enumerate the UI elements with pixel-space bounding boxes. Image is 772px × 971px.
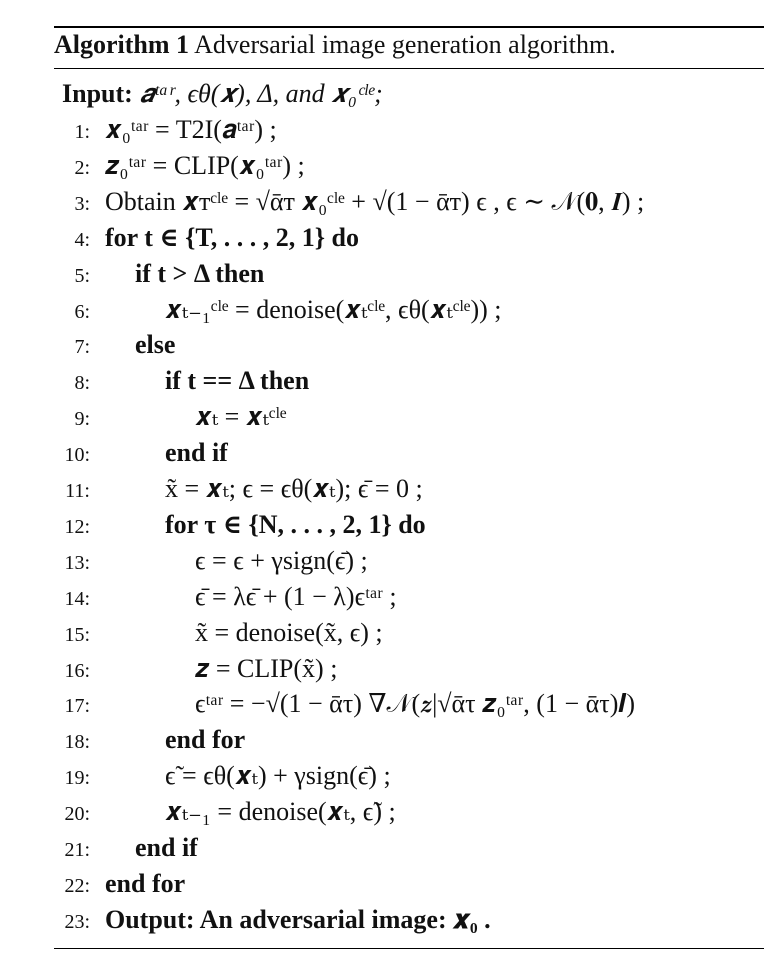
line-content: ϵ̄ = λϵ̄ + (1 − λ)ϵᵗᵃʳ ; <box>195 581 397 611</box>
line-number: 4: <box>74 228 90 251</box>
line-content: for t ∈ {T, . . . , 2, 1} do <box>105 222 359 252</box>
line-content: for τ ∈ {N, . . . , 2, 1} do <box>165 509 426 539</box>
algorithm-line <box>48 187 644 223</box>
line-content: if t == Δ then <box>165 366 310 396</box>
algorithm-line <box>48 474 423 510</box>
line-content: Output: An adversarial image: 𝒙₀ . <box>105 904 491 934</box>
algorithm-line <box>48 761 391 797</box>
line-number: 9: <box>74 408 90 431</box>
line-content: Obtain 𝒙ᴛᶜˡᵉ = √ᾱᴛ 𝒙₀ᶜˡᵉ + √(1 − ᾱᴛ) ϵ , ϵ ∼ 𝒩(𝟎, 𝑰) ; <box>105 186 645 216</box>
line-number: 21: <box>64 839 90 861</box>
line-content: x̃ = 𝒙ₜ; ϵ = ϵθ(𝒙ₜ); ϵ̄ = 0 ; <box>165 474 423 503</box>
line-number: 2: <box>74 156 90 179</box>
line-content: if t > Δ then <box>135 258 265 288</box>
algorithm-line <box>48 905 491 941</box>
algorithm-title: Adversarial image generation algorithm. <box>194 30 616 59</box>
line-number: 1: <box>74 121 90 143</box>
line-number: 13: <box>64 551 90 574</box>
top-rule <box>54 26 764 28</box>
input-line <box>62 79 383 110</box>
line-number: 20: <box>64 803 90 826</box>
algorithm-line <box>48 582 397 618</box>
bottom-rule <box>54 948 764 949</box>
line-number: 8: <box>74 372 90 395</box>
line-number: 6: <box>74 300 90 323</box>
algorithm-line <box>48 546 368 582</box>
algorithm-line <box>48 833 198 869</box>
line-number: 7: <box>74 336 90 359</box>
line-content: 𝒛₀ᵗᵃʳ = CLIP(𝒙₀ᵗᵃʳ) ; <box>105 150 305 180</box>
line-number: 22: <box>64 874 90 897</box>
line-content: end if <box>165 438 228 468</box>
algorithm-line <box>48 402 287 438</box>
algorithm-line <box>48 259 264 295</box>
caption-rule <box>54 68 764 69</box>
line-content: 𝒙ₜ₋₁ = denoise(𝒙ₜ, ϵ̃) ; <box>165 797 396 827</box>
algorithm-line <box>48 295 502 331</box>
algorithm-label: Algorithm 1 <box>54 30 190 59</box>
algorithm-line <box>48 115 277 151</box>
line-number: 10: <box>64 444 90 467</box>
line-content: ϵ̃ = ϵθ(𝒙ₜ) + γsign(ϵ̄) ; <box>165 761 391 791</box>
line-content: end for <box>165 725 246 755</box>
algorithm-caption <box>54 30 616 60</box>
algorithm-line <box>48 725 245 761</box>
line-number: 11: <box>65 480 90 502</box>
algorithm-line <box>48 438 228 474</box>
line-number: 19: <box>64 767 90 790</box>
line-content: end for <box>105 868 186 898</box>
algorithm-line <box>48 689 635 725</box>
algorithm-line <box>48 223 359 259</box>
line-content: end if <box>135 833 198 862</box>
line-content: 𝒙₀ᵗᵃʳ = T2I(𝒂ᵗᵃʳ) ; <box>105 115 277 144</box>
line-number: 12: <box>64 515 90 538</box>
line-number: 18: <box>64 731 90 754</box>
line-content: 𝒛 = CLIP(x̃) ; <box>195 653 338 683</box>
line-number: 17: <box>64 695 90 718</box>
algorithm-line <box>48 869 185 905</box>
line-number: 16: <box>64 659 90 682</box>
line-content: 𝒙ₜ = 𝒙ₜᶜˡᵉ <box>195 402 287 432</box>
algorithm-line <box>48 366 309 402</box>
line-number: 23: <box>64 910 90 933</box>
line-content: ϵ = ϵ + γsign(ϵ̄) ; <box>195 545 368 575</box>
line-number: 3: <box>74 192 90 215</box>
input-text: 𝒂ᵗᵃʳ, ϵθ(𝒙), Δ, and 𝒙₀ᶜˡᵉ; <box>139 79 383 108</box>
line-content: 𝒙ₜ₋₁ᶜˡᵉ = denoise(𝒙ₜᶜˡᵉ, ϵθ(𝒙ₜᶜˡᵉ)) ; <box>165 294 502 324</box>
algorithm-line <box>48 654 337 690</box>
algorithm-line <box>48 510 426 546</box>
algorithm-line <box>48 797 396 833</box>
line-number: 14: <box>64 587 90 610</box>
line-content: else <box>135 330 176 360</box>
line-content: x̃ = denoise(x̃, ϵ) ; <box>195 617 383 647</box>
line-number: 5: <box>74 264 90 287</box>
algorithm-line <box>48 151 305 187</box>
line-number: 15: <box>64 623 90 646</box>
algorithm-line <box>48 618 383 654</box>
algorithm-line <box>48 330 175 366</box>
line-content: ϵᵗᵃʳ = −√(1 − ᾱτ) ∇𝒩(𝒛|√ᾱτ 𝒛₀ᵗᵃʳ, (1 − ᾱτ)𝑰) <box>195 689 636 719</box>
input-keyword: Input: <box>62 79 133 108</box>
